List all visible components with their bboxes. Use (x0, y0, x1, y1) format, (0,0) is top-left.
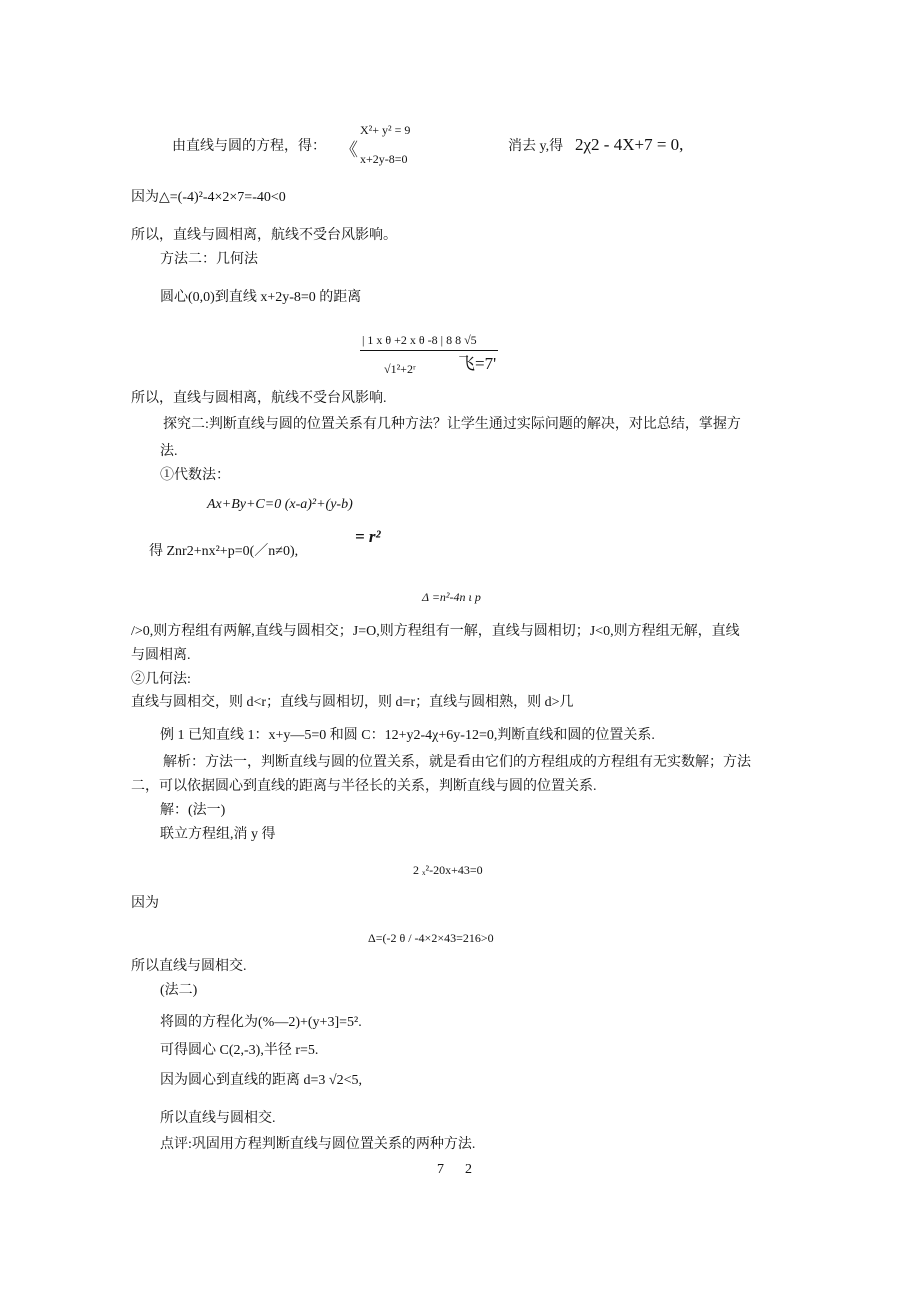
combine-text: 联立方程组,消 y 得 (160, 827, 276, 842)
geometry-text: 直线与圆相交，则 d<r；直线与圆相切，则 d=r；直线与圆相熟，则 d>几 (131, 695, 574, 710)
circle-center: 可得圆心 C(2,-3),半径 r=5. (160, 1043, 319, 1058)
result-equation: 2χ2 - 4X+7 = 0, (575, 135, 684, 154)
analysis-line-2: 二，可以依据圆心到直线的距离与半径长的关系，判断直线与圆的位置关系. (131, 779, 597, 794)
distance-numerator: | 1 x θ +2 x θ -8 | 8 8 √5 (362, 333, 477, 347)
distance-intro: 圆心(0,0)到直线 x+2y-8=0 的距离 (160, 290, 362, 305)
comment: 点评:巩固用方程判断直线与圆位置关系的两种方法. (160, 1137, 476, 1152)
solution-2-title: (法二) (160, 983, 198, 998)
algebra-r-squared: = r² (355, 527, 381, 546)
system-prefix: 由直线与圆的方程，得： (172, 139, 326, 154)
explore-line-1: 探究二:判断直线与圆的位置关系有几种方法？让学生通过实际问题的解决，对比总结，掌握方 (163, 417, 741, 432)
example-conclusion-2: 所以直线与圆相交. (160, 1111, 276, 1126)
conclusion-2: 所以，直线与圆相离，航线不受台风影响. (131, 391, 387, 406)
circle-equation: 将圆的方程化为(%—2)+(y+3]=5². (160, 1015, 362, 1030)
distance-tail: 飞=7' (458, 354, 497, 373)
example-conclusion-1: 所以直线与圆相交. (131, 959, 247, 974)
system-equation-1: X²+ y² = 9 (360, 123, 411, 137)
algebra-delta: Δ =n²-4n ι p (422, 590, 481, 604)
system-brace: 《 (340, 140, 358, 160)
algebra-cases-1: />0,则方程组有两解,直线与圆相交；J=O,则方程组有一解，直线与圆相切；J<0,则方程组无解，直线 (131, 624, 740, 639)
analysis-line-1: 解析：方法一，判断直线与圆的位置关系，就是看由它们的方程组成的方程组有无实数解；方法 (163, 755, 751, 770)
solution-1-title: 解：(法一) (160, 803, 226, 818)
algebra-derive: 得 Znr2+nx²+p=0(／n≠0), (149, 544, 299, 559)
eliminate-text: 消去 y,得 (508, 139, 564, 154)
distance-denominator: √1²+2ʳ (384, 362, 416, 376)
fraction-bar (360, 350, 498, 351)
because-text: 因为 (131, 896, 159, 911)
distance-line: 因为圆心到直线的距离 d=3 √2<5, (160, 1073, 362, 1088)
conclusion-1: 所以，直线与圆相离，航线不受台风影响。 (131, 228, 397, 243)
example-1: 例 1 已知直线 1：x+y—5=0 和圆 C：12+y2-4χ+6y-12=0,判断直线和圆的位置关系. (160, 728, 655, 743)
page-number: 7 2 (437, 1162, 472, 1177)
geometry-title: ②几何法: (131, 672, 191, 687)
algebra-cases-2: 与圆相离. (131, 648, 191, 663)
discriminant-line: 因为△=(-4)²-4×2×7=-40<0 (131, 190, 286, 205)
algebra-system: Ax+By+C=0 (x-a)²+(y-b) (207, 497, 353, 512)
algebra-title: ①代数法： (160, 468, 230, 483)
quadratic-equation: 2 ₓ²-20x+43=0 (413, 863, 483, 877)
system-equation-2: x+2y-8=0 (360, 152, 408, 166)
method-2-title: 方法二：几何法 (160, 252, 258, 267)
example-delta: Δ=(-2 θ / -4×2×43=216>0 (368, 931, 494, 945)
explore-line-2: 法. (160, 444, 178, 459)
